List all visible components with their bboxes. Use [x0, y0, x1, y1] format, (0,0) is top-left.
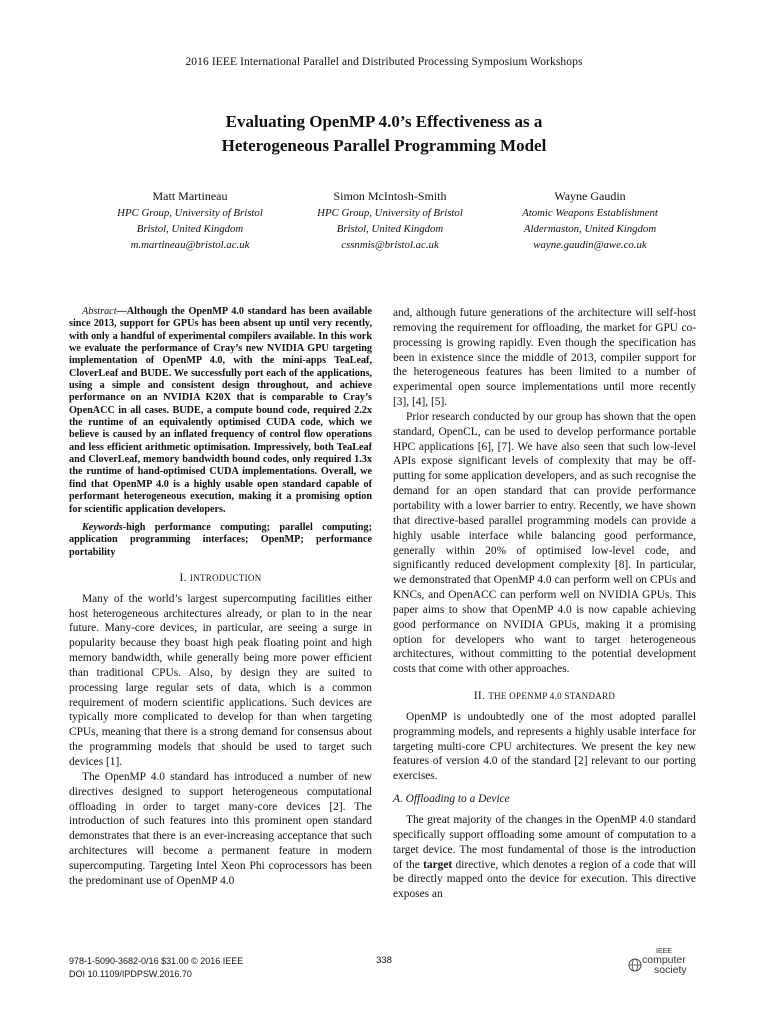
- author-location: Bristol, United Kingdom: [336, 223, 444, 235]
- text-run: directive, which denotes a region of a code that will be directly mapped onto the device for execution. This directive exposes an: [393, 858, 696, 901]
- author-1: [90, 188, 290, 253]
- page-number: 338: [376, 955, 392, 966]
- author-2: [290, 188, 490, 253]
- intro-paragraph-2: The OpenMP 4.0 standard has introduced a number of new directives designed to support heterogeneous computational offloading in order to target many-core devices [2]. The introduction of such features into this prominent open standard demonstrates that there is an ever-increasing acceptance that such architectures will become a permanent feature in modern supercomputing. Targeting Intel Xeon Phi coprocessors has been the predominant use of OpenMP 4.0: [69, 770, 372, 887]
- abstract-text: —Although the OpenMP 4.0 standard has been available since 2013, support for GPUs has been absent up until very recently, with only a handful of experimental compilers available. In this work we evaluate the performance of Cray’s new NVIDIA GPU targeting implementation of OpenMP 4.0, with the mini-apps TeaLeaf, CloverLeaf and BUDE. We successfully port each of the applications, using a simple and consistent design throughout, and achieve performance on an NVIDIA K20X that is comparable to Cray’s OpenACC in all cases. BUDE, a compute bound code, required 2.2x the runtime of an equivalently optimised CUDA code, which we believe is caused by an inflated frequency of control flow operations and less efficient arithmetic optimisation. Impressively, both TeaLeaf and CloverLeaf, memory bandwidth bound codes, only required 1.3x the runtime of hand-optimised CUDA implementations. Overall, we find that OpenMP 4.0 is a highly usable open standard capable of performant heterogeneous execution, making it a promising option for scientific application developers.: [69, 306, 372, 515]
- keywords-text: -high performance computing; parallel computing; application programming interfaces; OpenMP; performance portability: [69, 521, 372, 558]
- author-name: Matt Martineau: [152, 189, 228, 203]
- keywords: [69, 522, 372, 559]
- paper-title: [0, 110, 768, 158]
- standard-paragraph-1: OpenMP is undoubtedly one of the most adopted parallel programming models, and represents a highly usable interface for targeting multi-core CPU architectures. We present the key new features of version 4.0 of the standard [2] relevant to our porting exercises.: [393, 710, 696, 783]
- title-line-1: Evaluating OpenMP 4.0’s Effectiveness as a: [225, 112, 543, 131]
- footer-doi: DOI 10.1109/IPDPSW.2016.70: [69, 969, 192, 979]
- intro-paragraph-2-cont: and, although future generations of the architecture will self-host removing the requirement for offloading, the market for GPU co-processing is growing rapidly. Even though the specification has been in existence since the middle of 2013, compiler support for the heterogeneous features has been limited to a number of experimental open source implementations until more recently [3], [4], [5].: [393, 307, 696, 409]
- section-number: II.: [473, 690, 486, 703]
- abstract-label: Abstract: [82, 306, 117, 317]
- computer-society-logo: [626, 950, 706, 978]
- author-name: Wayne Gaudin: [554, 189, 626, 203]
- author-email: wayne.gaudin@awe.co.uk: [533, 239, 647, 251]
- author-name: Simon McIntosh-Smith: [333, 189, 447, 203]
- footer-isbn: 978-1-5090-3682-0/16 $31.00 © 2016 IEEE: [69, 956, 244, 966]
- author-email: m.martineau@bristol.ac.uk: [130, 239, 250, 251]
- subsection-heading: A. Offloading to a Device: [393, 793, 510, 806]
- abstract: [69, 306, 372, 516]
- author-location: Aldermaston, United Kingdom: [523, 223, 657, 235]
- section-number: I.: [179, 571, 187, 584]
- left-column: [69, 306, 372, 889]
- intro-paragraph-3: Prior research conducted by our group has shown that the open standard, OpenCL, can be used to develop performance portable HPC applications [6], [7]. We have also seen that such low-level APIs expose significant levels of complexity that may be off-putting for some application developers, and as such recognise the demand for an open standard that can provide performance portability with a lower barrier to entry. Recently, we have shown that directive-based parallel programming models can provide a highly usable interface while balancing good performance, generally within 20% of optimised low-level code, and significantly reduced development complexity [8]. In particular, we demonstrated that OpenMP 4.0 can perform well on CPUs and KNCs, and OpenACC can perform well on NVIDIA GPUs. This paper aims to show that OpenMP 4.0 is now capable achieving good performance on NVIDIA GPUs, making it a promising option for developers who want to target heterogeneous architectures, without committing to the potential development costs that come with other approaches.: [393, 410, 696, 676]
- globe-icon: [628, 958, 642, 972]
- conference-header: 2016 IEEE International Parallel and Distributed Processing Symposium Workshops: [185, 56, 583, 68]
- standard-paragraph-2: [393, 813, 696, 902]
- section-title: THE OPENMP 4.0 STANDARD: [488, 691, 616, 702]
- section-title: INTRODUCTION: [189, 572, 262, 583]
- section-heading-openmp-standard: [393, 689, 696, 704]
- right-column: [393, 306, 696, 902]
- author-email: cssnmis@bristol.ac.uk: [341, 239, 439, 251]
- logo-ieee-text: IEEE: [656, 948, 672, 955]
- author-affiliation: Atomic Weapons Establishment: [522, 207, 658, 219]
- target-keyword: target: [423, 858, 453, 871]
- intro-paragraph-1: Many of the world’s largest supercomputing facilities either host heterogeneous architectures already, or plan to in the near future. Many-core devices, in particular, are seeing a surge in popularity because they boast high peak floating point and high memory bandwidth, while generally being more power efficient than traditional CPUs. Also, by design they are suited to processing large regular sets of data, which is a common requirement of modern scientific applications. Such devices are typically more complicated to develop for than when targeting CPUs, meaning that there is a strong demand for consensus about the programming models that should be used to target such devices [1].: [69, 592, 372, 768]
- author-3: [490, 188, 690, 253]
- logo-line-2: society: [654, 964, 687, 976]
- author-block: [90, 188, 690, 253]
- logo-line-1: computer: [642, 954, 686, 966]
- title-line-2: Heterogeneous Parallel Programming Model: [221, 136, 547, 155]
- author-affiliation: HPC Group, University of Bristol: [117, 207, 263, 219]
- section-heading-introduction: [69, 571, 372, 586]
- keywords-label: Keywords: [82, 521, 123, 533]
- text-run: The great majority of the changes in the OpenMP 4.0 standard specifically support offloading some amount of computation to a target device. The most fundamental of those is the introduction of the: [393, 814, 696, 871]
- author-affiliation: HPC Group, University of Bristol: [317, 207, 463, 219]
- author-location: Bristol, United Kingdom: [136, 223, 244, 235]
